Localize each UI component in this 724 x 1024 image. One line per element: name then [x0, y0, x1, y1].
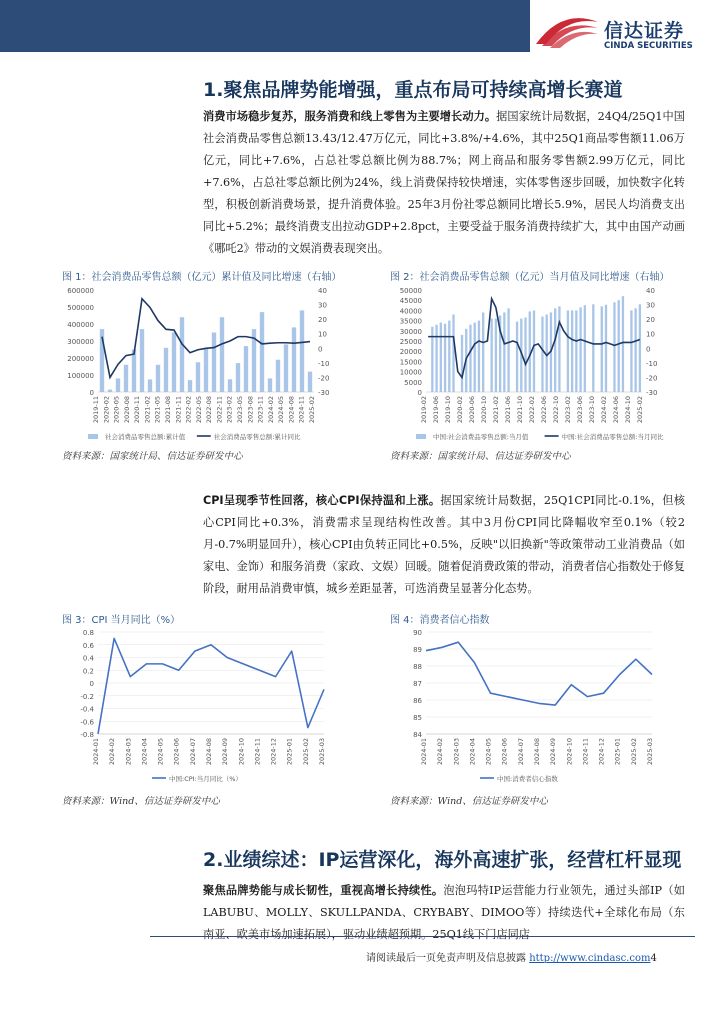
legend-label: 中国:社会消费品零售总额:当月值 [433, 433, 529, 441]
legend-label: 中国:社会消费品零售总额:当月同比 [561, 433, 664, 441]
x-tick-label: 2020-11 [133, 396, 142, 424]
y2-tick-label: -30 [646, 389, 658, 397]
fig3-chart [62, 626, 340, 786]
bar [592, 304, 594, 392]
x-tick-label: 2022-11 [215, 396, 224, 424]
header-band [0, 0, 530, 52]
x-tick-label: 2021-08 [164, 396, 172, 424]
bar [204, 348, 208, 392]
x-tick-label: 2023-02 [225, 396, 234, 424]
legend-label: 中国:消费者信心指数 [497, 775, 558, 783]
x-tick-label: 2021-11 [174, 396, 183, 424]
x-tick-label: 2024-01 [92, 738, 100, 766]
bar [308, 372, 312, 392]
x-tick-label: 2024-04 [468, 738, 477, 766]
x-tick-label: 2025-01 [285, 738, 294, 766]
x-tick-label: 2024-10 [237, 738, 246, 766]
bar [605, 305, 607, 392]
y-tick-label: 0.6 [82, 641, 94, 650]
bar [461, 335, 463, 392]
fig1-chart [62, 284, 340, 444]
x-tick-label: 2024-09 [221, 738, 230, 766]
y-tick-label: 87 [413, 680, 422, 688]
bar [503, 312, 505, 392]
y2-tick-label: 30 [646, 301, 655, 310]
y2-tick-label: 20 [646, 316, 655, 325]
x-tick-label: 2021-02 [492, 396, 500, 424]
bar [284, 344, 288, 392]
x-tick-label: 2020-06 [468, 396, 476, 424]
bar [584, 305, 586, 392]
bar [220, 317, 224, 392]
section1-para2-lead: CPI呈现季节性回落，核心CPI保持温和上涨。 [203, 494, 441, 507]
section1-para2-body: 据国家统计局数据，25Q1CPI同比-0.1%，但核心CPI同比+0.3%，消费需求呈现结构性改善。其中3月份CPI同比降幅收窄至0.1%（较2月-0.7%明显回升），核心CPI由负转正同比+0.5%，反映"以旧换新"等政策带动工业消费品（如家电、金饰）和服务消费（家政、文娱）回暖。随着促消费政策的带动，消费者信心指数处于修复阶段，耐用品消费审慎，城乡差距显著，可选消费呈显著分化态势。 [203, 494, 685, 595]
x-tick-label: 2023-08 [246, 396, 255, 424]
bar [571, 310, 573, 392]
y-tick-label: 35000 [399, 317, 422, 326]
bar [613, 302, 615, 392]
y-tick-label: 5000 [404, 378, 422, 387]
x-tick-label: 2025-02 [629, 738, 638, 766]
y2-tick-label: -20 [318, 374, 330, 383]
x-tick-label: 2025-03 [646, 738, 654, 766]
fig2-source: 资料来源：国家统计局、信达证券研发中心 [390, 451, 571, 462]
bar [474, 323, 476, 392]
x-tick-label: 2024-05 [277, 396, 286, 424]
y-tick-label: 45000 [399, 297, 422, 306]
y-tick-label: 0 [89, 389, 94, 397]
x-tick-label: 2024-02 [108, 738, 117, 766]
fig4-title: 图 4：消费者信心指数 [390, 615, 490, 626]
footer-divider [150, 936, 695, 937]
bar [601, 306, 603, 392]
brand-name-en: CINDA SECURITIES [604, 41, 693, 51]
x-tick-label: 2020-08 [122, 396, 131, 424]
legend-swatch [88, 434, 98, 439]
brand-logo [532, 14, 722, 52]
page-number: 4 [650, 953, 657, 964]
x-tick-label: 2021-05 [153, 396, 162, 424]
y-tick-label: -0.4 [80, 705, 94, 714]
bar [482, 312, 484, 392]
x-tick-label: 2024-08 [287, 396, 296, 424]
x-tick-label: 2024-12 [269, 738, 278, 766]
y-tick-label: 40000 [399, 307, 422, 316]
y2-tick-label: -30 [318, 389, 330, 397]
bar [524, 318, 526, 392]
x-tick-label: 2019-11 [92, 396, 100, 424]
y-tick-label: 30000 [399, 327, 422, 336]
x-tick-label: 2024-02 [266, 396, 275, 424]
y2-tick-label: 30 [318, 301, 327, 310]
y2-tick-label: 10 [646, 330, 655, 339]
bar [164, 348, 168, 392]
x-tick-label: 2024-09 [549, 738, 558, 766]
fig2-title: 图 2：社会消费品零售总额（亿元）当月值及同比增速（右轴） [390, 272, 670, 283]
y2-tick-label: -10 [318, 359, 330, 368]
y2-tick-label: 10 [318, 330, 327, 339]
y-tick-label: 200000 [67, 355, 94, 363]
bar [516, 322, 518, 392]
y-tick-label: 300000 [67, 338, 94, 346]
y-tick-label: 15000 [399, 358, 422, 367]
bar [634, 308, 636, 392]
bar [188, 380, 192, 392]
bar [440, 323, 442, 392]
bar [196, 362, 200, 392]
y-tick-label: 10000 [399, 368, 422, 377]
bar [579, 307, 581, 392]
x-tick-label: 2024-04 [140, 738, 149, 766]
bar [478, 321, 480, 392]
y-tick-label: 25000 [399, 338, 422, 346]
x-tick-label: 2022-08 [205, 396, 214, 424]
x-tick-label: 2019-02 [420, 396, 428, 424]
legend-swatch [416, 434, 426, 439]
bar [507, 308, 509, 392]
bar [554, 308, 556, 392]
fig3-title: 图 3：CPI 当月同比（%） [62, 615, 181, 626]
y-tick-label: 88 [413, 663, 422, 671]
x-tick-label: 2024-08 [205, 738, 213, 766]
x-tick-label: 2024-06 [500, 738, 509, 766]
x-tick-label: 2024-03 [452, 738, 461, 766]
bar [124, 365, 128, 392]
x-tick-label: 2024-11 [581, 738, 590, 766]
bar [156, 365, 160, 392]
bar [452, 314, 454, 392]
x-tick-label: 2021-02 [143, 396, 152, 424]
bar [495, 319, 497, 392]
x-tick-label: 2024-08 [533, 738, 541, 766]
fig4-chart [390, 626, 668, 786]
x-tick-label: 2023-11 [256, 396, 265, 424]
section2-title: 2.业绩综述：IP运营深化，海外高速扩张，经营杠杆显现 [203, 849, 682, 871]
y-tick-label: 84 [413, 731, 422, 739]
y-tick-label: 0.2 [82, 667, 94, 676]
bar [292, 327, 296, 392]
x-tick-label: 2025-02 [301, 738, 310, 766]
x-tick-label: 2024-05 [484, 738, 493, 766]
bar [469, 325, 471, 392]
x-tick-label: 2024-10 [624, 396, 632, 424]
y-tick-label: 50000 [399, 287, 422, 295]
footer-disclaimer: 请阅读最后一页免责声明及信息披露 [366, 953, 526, 964]
footer-link[interactable]: http://www.cindasc.com [529, 953, 651, 964]
bar [533, 310, 535, 392]
x-tick-label: 2019-06 [432, 396, 440, 424]
bar [212, 333, 216, 393]
bar [148, 379, 152, 392]
x-tick-label: 2024-11 [253, 738, 262, 766]
fig1-title: 图 1：社会消费品零售总额（亿元）累计值及同比增速（右轴） [62, 272, 342, 283]
x-tick-label: 2022-06 [540, 396, 548, 424]
x-tick-label: 2025-02 [308, 396, 316, 424]
bar [444, 324, 446, 392]
bar [260, 312, 264, 392]
bar [618, 300, 620, 392]
x-tick-label: 2020-02 [456, 396, 464, 424]
bar [300, 310, 304, 392]
x-tick-label: 2023-02 [564, 396, 572, 424]
y-tick-label: 0.8 [82, 629, 94, 637]
y2-tick-label: 0 [318, 345, 323, 354]
bar [172, 333, 176, 393]
x-tick-label: 2025-01 [613, 738, 622, 766]
y-tick-label: 0 [417, 389, 422, 397]
y2-tick-label: -10 [646, 359, 658, 368]
x-tick-label: 2025-02 [636, 396, 644, 424]
bar [228, 379, 232, 392]
y-tick-label: -0.8 [80, 731, 94, 739]
bar [140, 329, 144, 392]
bar [575, 310, 577, 392]
x-tick-label: 2024-03 [124, 738, 133, 766]
bar [244, 346, 248, 392]
bar [236, 363, 240, 392]
section1-paragraph2 [203, 490, 685, 600]
x-tick-label: 2021-06 [504, 396, 512, 424]
bar [639, 304, 641, 392]
bar [630, 310, 632, 392]
bar [567, 310, 569, 392]
x-tick-label: 2022-05 [194, 396, 203, 424]
y-tick-label: 400000 [67, 321, 94, 329]
y-tick-label: 90 [413, 629, 422, 637]
legend-label: 社会消费品零售总额:累计值 [105, 433, 186, 441]
y-tick-label: 600000 [67, 287, 94, 295]
x-tick-label: 2025-03 [318, 738, 326, 766]
bar [541, 317, 543, 392]
fig3-source: 资料来源：Wind、信达证券研发中心 [62, 796, 220, 807]
bar [268, 378, 272, 392]
bar [448, 321, 450, 392]
bar [435, 325, 437, 392]
x-tick-label: 2020-02 [102, 396, 111, 424]
y2-tick-label: 40 [318, 287, 327, 295]
y2-tick-label: 0 [646, 345, 651, 354]
y-tick-label: 500000 [67, 304, 94, 312]
x-tick-label: 2023-10 [588, 396, 596, 424]
y-tick-label: -0.6 [80, 718, 94, 727]
x-tick-label: 2024-07 [188, 738, 197, 766]
x-tick-label: 2022-02 [184, 396, 193, 424]
x-tick-label: 2024-05 [156, 738, 165, 766]
x-tick-label: 2022-10 [552, 396, 560, 424]
y2-tick-label: 40 [646, 287, 655, 295]
brand-name-cn: 信达证券 [604, 20, 685, 42]
bar [622, 296, 624, 392]
y-tick-label: 86 [413, 697, 422, 705]
x-tick-label: 2023-06 [576, 396, 584, 424]
x-tick-label: 2024-12 [597, 738, 606, 766]
y-tick-label: -0.2 [80, 692, 94, 701]
fig1-source: 资料来源：国家统计局、信达证券研发中心 [62, 451, 243, 462]
bar [558, 306, 560, 392]
x-tick-label: 2024-07 [516, 738, 525, 766]
section1-paragraph1 [203, 106, 685, 260]
legend-label: 社会消费品零售总额:累计同比 [213, 433, 301, 441]
x-tick-label: 2024-06 [172, 738, 181, 766]
y-tick-label: 0 [89, 680, 94, 688]
bar [180, 317, 184, 392]
x-tick-label: 2020-10 [480, 396, 488, 424]
bar [490, 319, 492, 392]
bar [132, 350, 136, 393]
footer [366, 949, 657, 964]
series-line [98, 638, 324, 734]
x-tick-label: 2024-11 [297, 396, 306, 424]
section2-para-body: 泡泡玛特IP运营能力行业领先，通过头部IP（如LABUBU、MOLLY、SKULLPANDA、CRYBABY、DIMOO等）持续迭代+全球化布局（东南亚、欧美市场加速拓展），驱动业绩超预期。25Q1线下门店同店 [203, 884, 685, 941]
y-tick-label: 89 [413, 646, 422, 654]
bar [276, 360, 280, 392]
y-tick-label: 20000 [399, 348, 422, 357]
y2-tick-label: -20 [646, 374, 658, 383]
y-tick-label: 85 [413, 714, 422, 722]
x-tick-label: 2024-01 [420, 738, 428, 766]
x-tick-label: 2019-10 [444, 396, 452, 424]
section1-para1-lead: 消费市场稳步复苏，服务消费和线上零售为主要增长动力。 [203, 110, 497, 123]
x-tick-label: 2023-05 [236, 396, 244, 424]
x-tick-label: 2024-02 [600, 396, 608, 424]
legend-label: 中国:CPI:当月同比（%） [169, 775, 242, 783]
fig2-chart [390, 284, 668, 444]
x-tick-label: 2024-06 [612, 396, 620, 424]
y-tick-label: 100000 [67, 372, 94, 380]
x-tick-label: 2024-02 [436, 738, 445, 766]
section2-para-lead: 聚焦品牌势能与成长韧性，重视高增长持续性。 [203, 884, 444, 897]
x-tick-label: 2022-02 [528, 396, 536, 424]
x-tick-label: 2021-10 [516, 396, 524, 424]
section1-para1-body: 据国家统计局数据，24Q4/25Q1中国社会消费品零售总额13.43/12.47万亿元，同比+3.8%/+4.6%，其中25Q1商品零售额11.06万亿元，同比+7.6%，占总社零总额比例为88.7%；网上商品和服务零售额2.99万亿元，同比+7.6%，占总社零总额比例为24%，线上消费保持较快增速，实体零售逐步回暖，加快数字化转型，积极创新消费场景，提升消费体验。25年3月份社零总额同比增长5.9%，居民人均消费支出同比+5.2%；最终消费支出拉动GDP+2.8pct，主要受益于服务消费持续扩大，其中由国产动画《哪吒2》带动的文娱消费表现突出。 [203, 110, 685, 255]
logo-mark-icon [532, 14, 600, 52]
bar [108, 390, 112, 392]
x-tick-label: 2024-10 [565, 738, 574, 766]
y-tick-label: 0.4 [82, 654, 94, 663]
section1-title: 1.聚焦品牌势能增强，重点布局可持续高增长赛道 [203, 79, 623, 101]
fig4-source: 资料来源：Wind、信达证券研发中心 [390, 796, 548, 807]
series-line [426, 642, 652, 705]
x-tick-label: 2020-05 [112, 396, 121, 424]
y2-tick-label: 20 [318, 316, 327, 325]
bar [116, 378, 120, 392]
